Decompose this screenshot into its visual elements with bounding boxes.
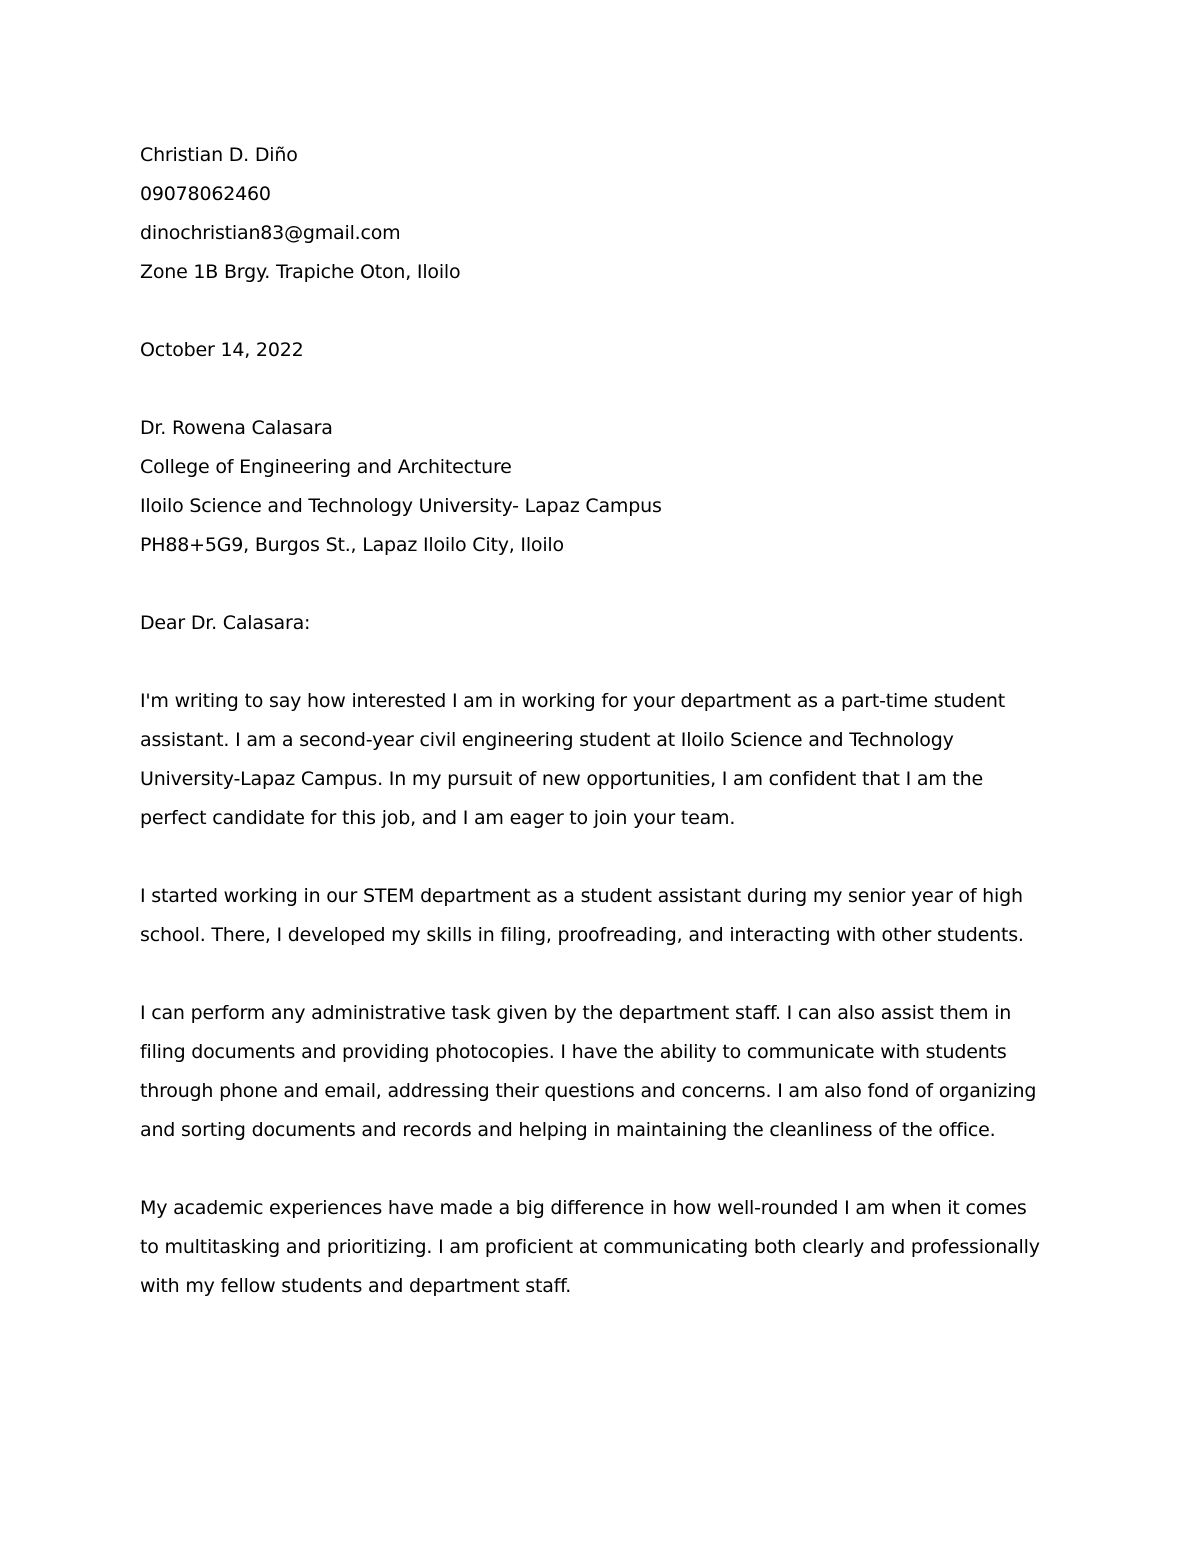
sender-phone: 09078062460: [140, 183, 271, 205]
recipient-name: Dr. Rowena Calasara: [140, 417, 333, 439]
paragraph-line: school. There, I developed my skills in filing, proofreading, and interacting with other students.: [140, 924, 1024, 946]
paragraph-line: to multitasking and prioritizing. I am proficient at communicating both clearly and professionally: [140, 1236, 1040, 1258]
body-paragraph-4: [140, 1189, 1075, 1306]
body-paragraph-1: [140, 682, 1075, 838]
paragraph-line: and sorting documents and records and helping in maintaining the cleanliness of the office.: [140, 1119, 996, 1141]
paragraph-line: perfect candidate for this job, and I am eager to join your team.: [140, 807, 736, 829]
sender-email: dinochristian83@gmail.com: [140, 222, 401, 244]
recipient-institution: Iloilo Science and Technology University- Lapaz Campus: [140, 495, 662, 517]
paragraph-line: with my fellow students and department staff.: [140, 1275, 572, 1297]
body-paragraph-3: [140, 994, 1075, 1150]
paragraph-line: I'm writing to say how interested I am in working for your department as a part-time student: [140, 690, 1005, 712]
sender-address: Zone 1B Brgy. Trapiche Oton, Iloilo: [140, 261, 461, 283]
sender-name: Christian D. Diño: [140, 144, 298, 166]
salutation-block: [140, 604, 1075, 643]
recipient-address: PH88+5G9, Burgos St., Lapaz Iloilo City, Iloilo: [140, 534, 564, 556]
salutation: Dear Dr. Calasara:: [140, 612, 311, 634]
paragraph-line: assistant. I am a second-year civil engineering student at Iloilo Science and Technology: [140, 729, 954, 751]
paragraph-line: I can perform any administrative task given by the department staff. I can also assist them in: [140, 1002, 1012, 1024]
recipient-department: College of Engineering and Architecture: [140, 456, 512, 478]
paragraph-line: filing documents and providing photocopies. I have the ability to communicate with students: [140, 1041, 1007, 1063]
paragraph-line: My academic experiences have made a big difference in how well-rounded I am when it comes: [140, 1197, 1027, 1219]
body-paragraph-2: [140, 877, 1075, 955]
date-block: [140, 331, 1075, 370]
paragraph-line: University-Lapaz Campus. In my pursuit of new opportunities, I am confident that I am the: [140, 768, 983, 790]
recipient-block: [140, 409, 1075, 565]
paragraph-line: I started working in our STEM department as a student assistant during my senior year of high: [140, 885, 1023, 907]
paragraph-line: through phone and email, addressing their questions and concerns. I am also fond of organizing: [140, 1080, 1037, 1102]
sender-block: [140, 136, 1075, 292]
cover-letter: [140, 136, 1075, 1345]
letter-date: October 14, 2022: [140, 339, 304, 361]
